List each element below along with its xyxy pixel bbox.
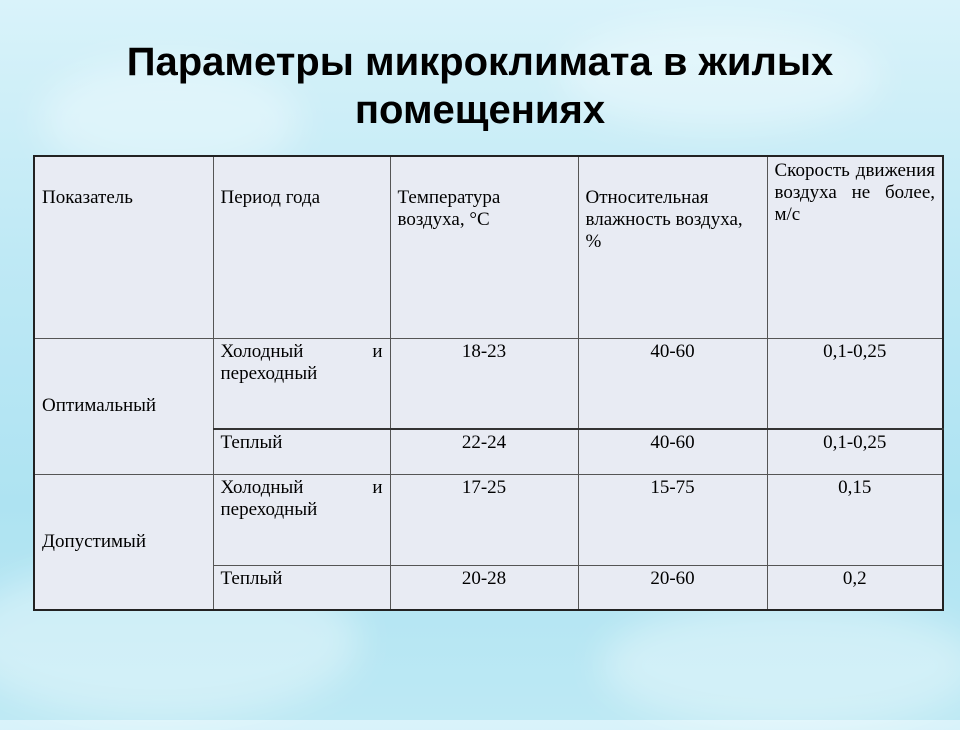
temperature-cell: 17-25 — [390, 474, 578, 565]
period-cell: Холодный и переходный — [213, 474, 390, 565]
period-cell: Холодный и переходный — [213, 338, 390, 429]
header-cell: Температура воздуха, °С — [390, 156, 578, 338]
humidity-cell: 15-75 — [578, 474, 767, 565]
header-cell: Относительная влажность воздуха, % — [578, 156, 767, 338]
temperature-cell: 22-24 — [390, 429, 578, 474]
period-cell: Теплый — [213, 565, 390, 610]
table-row — [34, 474, 943, 565]
temperature-cell: 18-23 — [390, 338, 578, 429]
air-speed-cell: 0,2 — [767, 565, 943, 610]
humidity-cell: 40-60 — [578, 429, 767, 474]
air-speed-cell: 0,1-0,25 — [767, 429, 943, 474]
humidity-cell: 20-60 — [578, 565, 767, 610]
slide-title: Параметры микроклимата в жилых помещениях — [126, 40, 834, 132]
temperature-cell: 20-28 — [390, 565, 578, 610]
humidity-cell: 40-60 — [578, 338, 767, 429]
header-cell: Скорость движения воздуха не более, м/с — [767, 156, 943, 338]
microclimate-table — [33, 155, 944, 611]
air-speed-cell: 0,15 — [767, 474, 943, 565]
group-label-cell: Допустимый — [34, 474, 213, 610]
group-label-cell: Оптимальный — [34, 338, 213, 474]
table-row — [34, 338, 943, 429]
period-cell: Теплый — [213, 429, 390, 474]
header-cell: Период года — [213, 156, 390, 338]
header-cell: Показатель — [34, 156, 213, 338]
table-header-row — [34, 156, 943, 338]
background-cloud — [600, 600, 960, 730]
air-speed-cell: 0,1-0,25 — [767, 338, 943, 429]
